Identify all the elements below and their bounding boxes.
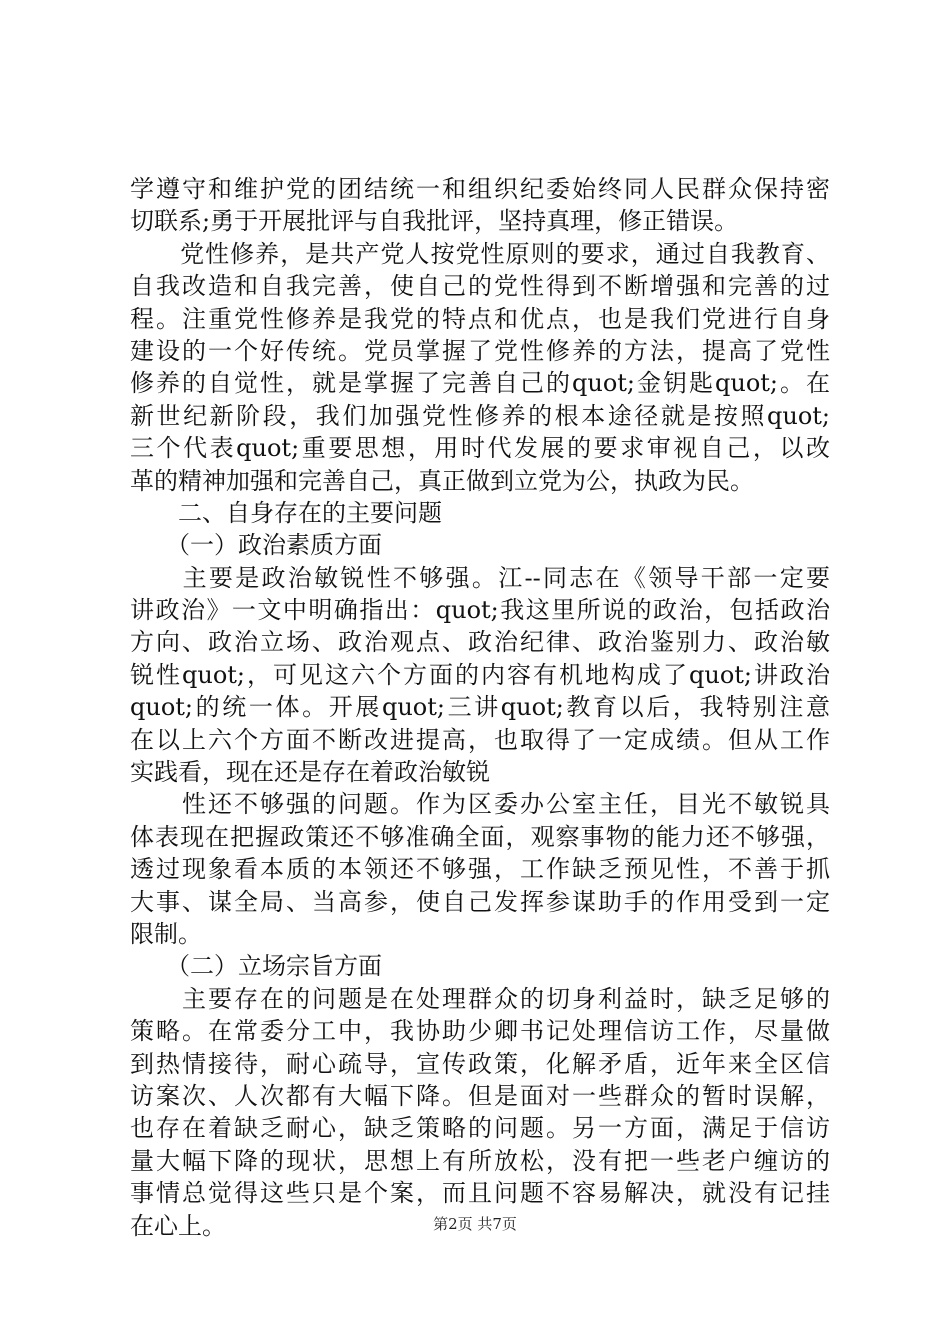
body-text	[130, 173, 830, 1242]
page-footer	[0, 1214, 950, 1234]
subsection-heading: （一）政治素质方面	[130, 531, 382, 560]
text-line: 讲政治》一文中明确指出：quot;我这里所说的政治，包括政治	[130, 596, 830, 625]
text-line: 量大幅下降的现状，思想上有所放松，没有把一些老户缠访的	[130, 1146, 830, 1175]
text-line: 程。注重党性修养是我党的特点和优点，也是我们党进行自身	[130, 304, 830, 333]
text-line: 主要是政治敏锐性不够强。江--同志在《领导干部一定要	[130, 563, 830, 592]
text-line: 限制。	[130, 919, 202, 948]
text-line: 体表现在把握政策还不够准确全面，观察事物的能力还不够强，	[130, 822, 830, 851]
text-line: 性还不够强的问题。作为区委办公室主任，目光不敏锐具	[130, 790, 830, 819]
text-line: quot;的统一体。开展quot;三讲quot;教育以后，我特别注意	[130, 693, 830, 722]
page-number-label: 第2页 共7页	[433, 1215, 517, 1233]
text-line: 事情总觉得这些只是个案，而且问题不容易解决，就没有记挂	[130, 1179, 830, 1208]
text-line: 在心上。	[130, 1211, 226, 1240]
text-line: 大事、谋全局、当高参，使自己发挥参谋助手的作用受到一定	[130, 887, 830, 916]
text-line: 新世纪新阶段，我们加强党性修养的根本途径就是按照quot;	[130, 401, 830, 430]
text-line: 也存在着缺乏耐心，缺乏策略的问题。另一方面，满足于信访	[130, 1114, 830, 1143]
text-line: 在以上六个方面不断改进提高，也取得了一定成绩。但从工作	[130, 725, 830, 754]
text-line: 自我改造和自我完善，使自己的党性得到不断增强和完善的过	[130, 272, 830, 301]
text-line: 建设的一个好传统。党员掌握了党性修养的方法，提高了党性	[130, 336, 830, 365]
text-line: 主要存在的问题是在处理群众的切身利益时，缺乏足够的	[130, 984, 830, 1013]
text-line: 革的精神加强和完善自己，真正做到立党为公，执政为民。	[130, 466, 754, 495]
section-heading: 二、自身存在的主要问题	[130, 498, 442, 527]
text-line: 锐性quot;，可见这六个方面的内容有机地构成了quot;讲政治	[130, 660, 830, 689]
text-line: 到热情接待，耐心疏导，宣传政策，化解矛盾，近年来全区信	[130, 1049, 830, 1078]
text-line: 三个代表quot;重要思想，用时代发展的要求审视自己，以改	[130, 434, 830, 463]
text-line: 学遵守和维护党的团结统一和组织纪委始终同人民群众保持密	[130, 175, 830, 203]
text-line: 实践看，现在还是存在着政治敏锐	[130, 758, 490, 787]
text-line: 透过现象看本质的本领还不够强，工作缺乏预见性，不善于抓	[130, 855, 830, 884]
text-line: 访案次、人次都有大幅下降。但是面对一些群众的暂时误解，	[130, 1081, 830, 1110]
text-line: 修养的自觉性，就是掌握了完善自己的quot;金钥匙quot;。在	[130, 369, 830, 398]
text-line: 党性修养，是共产党人按党性原则的要求，通过自我教育、	[130, 239, 830, 268]
subsection-heading: （二）立场宗旨方面	[130, 952, 382, 981]
text-line: 切联系;勇于开展批评与自我批评，坚持真理，修正错误。	[130, 207, 739, 236]
text-line: 策略。在常委分工中，我协助少卿书记处理信访工作，尽量做	[130, 1017, 830, 1046]
text-line: 方向、政治立场、政治观点、政治纪律、政治鉴别力、政治敏	[130, 628, 830, 657]
